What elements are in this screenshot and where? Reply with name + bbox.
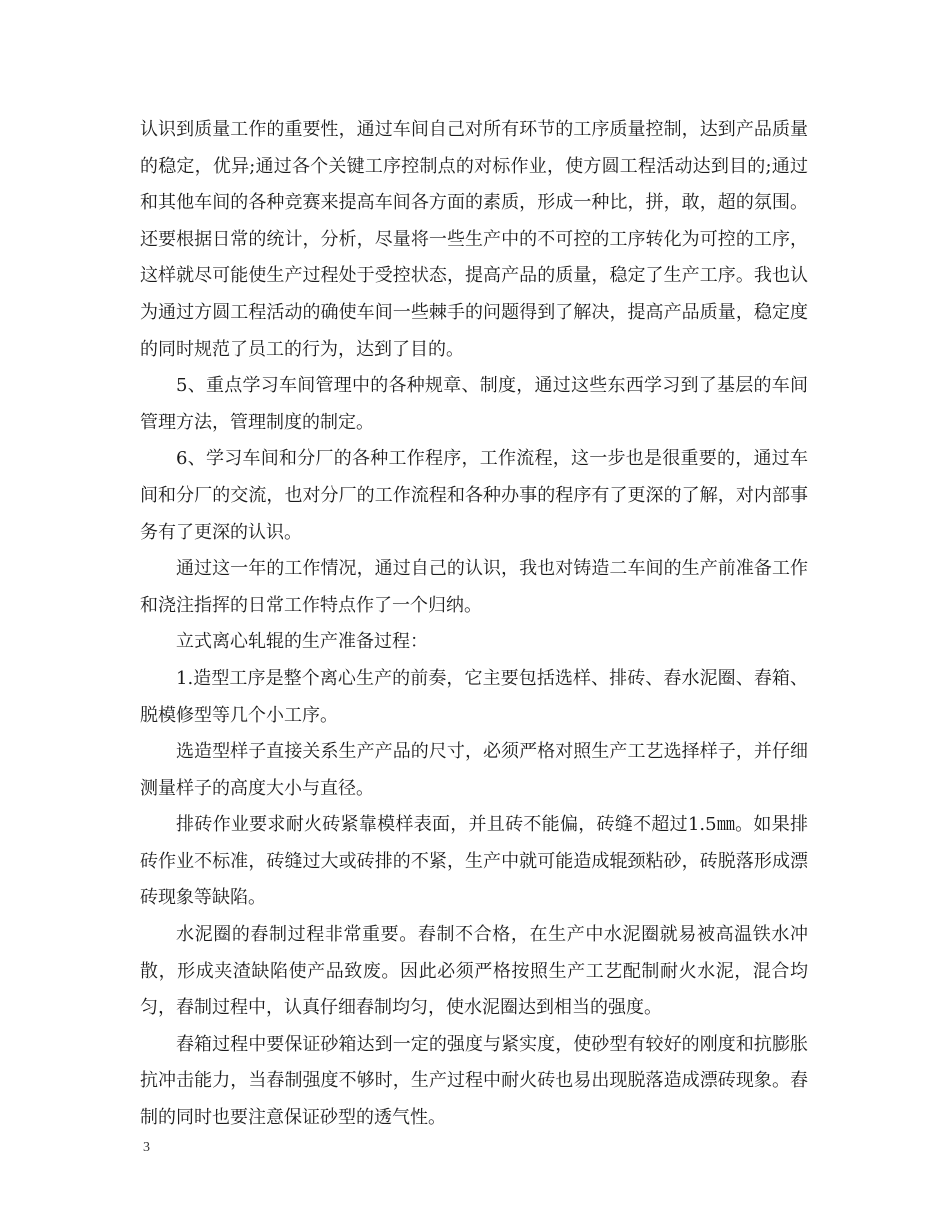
paragraph-cement-ring: 水泥圈的舂制过程非常重要。舂制不合格，在生产中水泥圈就易被高温铁水冲散，形成夹渣缺陷使产品致废。因此必须严格按照生产工艺配制耐火水泥，混合均匀，舂制过程中，认真仔细舂制均匀，使水泥圈达到相当的强度。: [140, 924, 808, 1019]
paragraph-item-5: 5、重点学习车间管理中的各种规章、制度，通过这些东西学习到了基层的车间管理方法，管理制度的制定。: [140, 375, 808, 433]
paragraph-step-1: 1.造型工序是整个离心生产的前奏，它主要包括选样、排砖、舂水泥圈、舂箱、脱模修型等几个小工序。: [140, 667, 808, 726]
paragraph-brick-laying: 排砖作业要求耐火砖紧靠模样表面，并且砖不能偏，砖缝不超过1.5㎜。如果排砖作业不标准，砖缝过大或砖排的不紧，生产中就可能造成辊颈粘砂，砖脱落形成漂砖现象等缺陷。: [140, 814, 808, 909]
paragraph-section-heading: 立式离心轧辊的生产准备过程：: [176, 631, 428, 653]
paragraph-pattern-selection: 选造型样子直接关系生产产品的尺寸，必须严格对照生产工艺选择样子，并仔细测量样子的高度大小与直径。: [140, 741, 808, 799]
paragraph-box-ramming: 舂箱过程中要保证砂箱达到一定的强度与紧实度，使砂型有较好的刚度和抗膨胀抗冲击能力，当舂制强度不够时，生产过程中耐火砖也易出现脱落造成漂砖现象。舂制的同时也要注意保证砂型的透气性。: [140, 1033, 808, 1129]
paragraph-item-6: 6、学习车间和分厂的各种工作程序，工作流程，这一步也是很重要的，通过车间和分厂的交流，也对分厂的工作流程和各种办事的程序有了更深的了解，对内部事务有了更深的认识。: [140, 448, 808, 543]
document-body: [140, 112, 808, 1137]
page-number: 3: [143, 1140, 150, 1155]
paragraph-continuation: 认识到质量工作的重要性，通过车间自己对所有环节的工序质量控制，达到产品质量的稳定，优异;通过各个关键工序控制点的对标作业，使方圆工程活动达到目的;通过和其他车间的各种竞赛来提高车间各方面的素质，形成一种比，拼，敢，超的氛围。还要根据日常的统计，分析，尽量将一些生产中的不可控的工序转化为可控的工序，这样就尽可能使生产过程处于受控状态，提高产品的质量，稳定了生产工序。我也认为通过方圆工程活动的确使车间一些棘手的问题得到了解决，提高产品质量，稳定度的同时规范了员工的行为，达到了目的。: [140, 119, 809, 360]
paragraph-summary: 通过这一年的工作情况，通过自己的认识，我也对铸造二车间的生产前准备工作和浇注指挥的日常工作特点作了一个归纳。: [140, 558, 808, 616]
